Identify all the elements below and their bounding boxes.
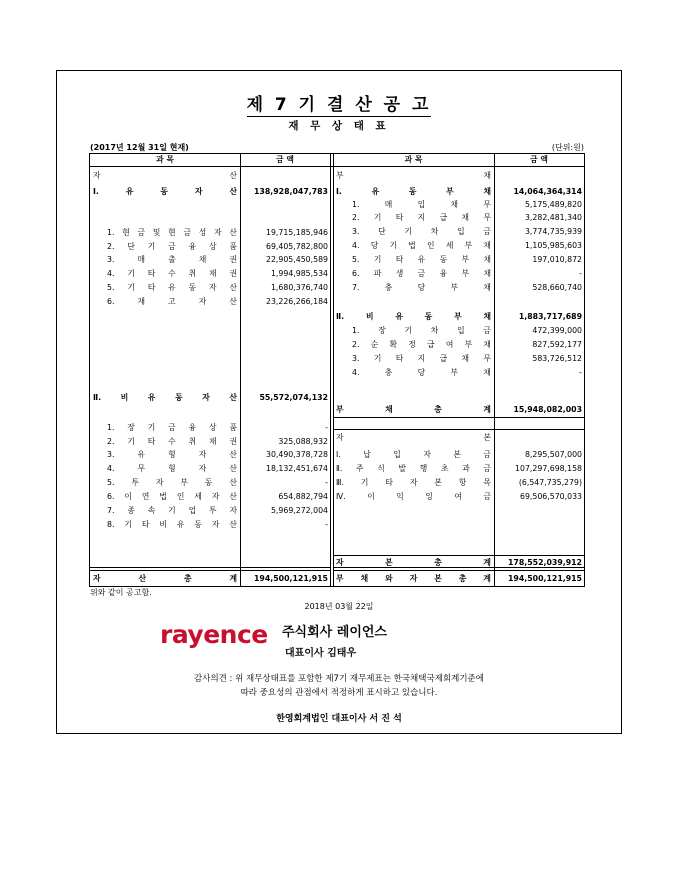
audit-opinion-line1: 감사의견 : 위 재무상태표를 포함한 제7기 재무제표는 한국채택국제회계기준에	[194, 674, 484, 684]
right-row-label: Ⅱ. 주 식 발 행 초 과 금	[336, 464, 491, 473]
right-row-amount	[494, 432, 582, 444]
ceo-name: 대표이사 김태우	[285, 648, 357, 659]
date-note: (2017년 12월 31일 현재)	[90, 143, 189, 152]
announce-date: 2018년 03월 22일	[304, 602, 374, 611]
left-row-label: 2. 기 타 수 취 채 권	[107, 437, 237, 446]
right-row-amount: 69,506,570,033	[519, 492, 582, 501]
divider	[333, 570, 584, 571]
right-row-label: 1. 매 입 채 무	[352, 200, 491, 209]
page-subtitle: 재 무 상 태 표	[288, 120, 390, 132]
left-row-label: 1. 현 금 및 현 금 성 자 산	[107, 228, 237, 237]
header-right-amount: 금 액	[530, 155, 548, 164]
left-row-label	[93, 198, 237, 210]
total-liab-equity-label: 부 채 와 자 본 총 계	[336, 574, 491, 583]
page-title: 제 7 기 결 산 공 고	[246, 95, 432, 115]
right-row-label: 자 본	[336, 433, 491, 442]
right-row-amount: 472,399,000	[532, 326, 582, 335]
left-row-amount: -	[325, 423, 328, 432]
right-row-amount: 8,295,507,000	[524, 450, 582, 459]
right-row-label: 부 채 총 계	[336, 405, 491, 414]
right-row-label: 3. 기 타 지 급 채 무	[352, 354, 491, 363]
right-row-label: 5. 기 타 유 동 부 채	[352, 255, 491, 264]
right-row-label: 2. 기 타 지 급 채 무	[352, 213, 491, 222]
right-row-amount	[494, 170, 582, 182]
left-row-amount: 23,226,266,184	[265, 297, 328, 306]
left-row-amount: 654,882,794	[278, 492, 328, 501]
left-row-label: 2. 단 기 금 융 상 품	[107, 242, 237, 251]
header-left-subject: 과 목	[156, 155, 174, 164]
divider	[330, 154, 331, 586]
left-row-label: 8. 기 타 비 유 동 자 산	[107, 520, 237, 529]
right-row-label: 2. 순 확 정 급 여 부 채	[352, 340, 491, 349]
left-row-amount: 5,969,272,004	[270, 506, 328, 515]
balance-sheet-table	[89, 153, 585, 587]
left-row-label: 3. 유 형 자 산	[107, 450, 237, 459]
header-right-subject: 과 목	[404, 155, 423, 164]
left-row-label: 7. 종 속 기 업 투 자	[107, 506, 237, 515]
right-row-amount: 5,175,489,820	[524, 200, 582, 209]
left-row-label: 5. 기 타 유 동 자 산	[107, 283, 237, 292]
right-row-amount: -	[579, 368, 582, 377]
left-row-label: 3. 매 출 채 권	[107, 255, 237, 264]
right-row-label: 1. 장 기 차 입 금	[352, 326, 491, 335]
left-row-label: 1. 장 기 금 융 상 품	[107, 423, 237, 432]
right-row-label: 부 채	[336, 171, 491, 180]
left-row-label: 6. 이 연 법 인 세 자 산	[107, 492, 237, 501]
left-row-label: Ⅰ. 유 동 자 산	[93, 187, 237, 196]
unit-note: (단위:원)	[551, 143, 584, 152]
right-row-label: Ⅰ. 유 동 부 채	[336, 187, 491, 196]
divider	[90, 567, 330, 568]
left-row-amount	[240, 198, 328, 210]
divider	[333, 429, 584, 430]
left-row-label: 6. 재 고 자 산	[107, 297, 237, 306]
divider	[333, 555, 584, 556]
left-row-amount: 18,132,451,674	[265, 464, 328, 473]
left-row-amount: 30,490,378,728	[265, 450, 328, 459]
right-row-amount: 583,726,512	[532, 354, 582, 363]
right-row-amount: 3,282,481,340	[524, 213, 582, 222]
right-row-label: Ⅳ. 이 익 잉 여 금	[336, 492, 491, 501]
right-row-amount: -	[579, 269, 582, 278]
audit-opinion-line2: 따라 중요성의 관점에서 적정하게 표시하고 있습니다.	[240, 688, 438, 698]
left-row-amount: -	[325, 478, 328, 487]
right-row-amount: 827,592,177	[532, 340, 582, 349]
right-row-label: 4. 충 당 부 채	[352, 368, 491, 377]
left-row-amount	[240, 170, 328, 182]
right-row-amount: 528,660,740	[532, 283, 582, 292]
left-row-amount: 55,572,074,132	[259, 393, 328, 402]
total-liab-equity-amount: 194,500,121,915	[508, 574, 582, 583]
left-row-amount: 325,088,932	[278, 437, 328, 446]
divider	[90, 166, 584, 167]
right-row-amount: 1,883,717,689	[518, 312, 582, 321]
right-row-label: Ⅲ. 기 타 자 본 항 목	[336, 478, 491, 487]
left-row-amount: 69,405,782,800	[265, 242, 328, 251]
left-row-amount: 138,928,047,783	[254, 187, 328, 196]
left-row-amount: 22,905,450,589	[265, 255, 328, 264]
left-row-amount: 19,715,185,946	[265, 228, 328, 237]
left-row-label: 5. 투 자 부 동 산	[107, 478, 237, 487]
right-row-amount: 3,774,735,939	[524, 227, 582, 236]
closing-text: 위와 같이 공고함.	[90, 588, 152, 597]
divider	[333, 417, 584, 418]
right-row-label: Ⅰ. 납 입 자 본 금	[336, 450, 491, 459]
right-row-amount: 1,105,985,603	[524, 241, 582, 250]
right-row-label: 3. 단 기 차 입 금	[352, 227, 491, 236]
total-assets-label: 자 산 총 계	[93, 574, 237, 583]
left-row-label: 자 산	[93, 171, 237, 180]
left-row-amount: 1,680,376,740	[270, 283, 328, 292]
right-row-label: Ⅱ. 비 유 동 부 채	[336, 312, 491, 321]
left-row-amount: -	[325, 520, 328, 529]
divider	[333, 154, 334, 586]
right-row-label: 자 본 총 계	[336, 558, 491, 567]
right-row-label: 6. 파 생 금 융 부 채	[352, 269, 491, 278]
right-row-amount: 15,948,082,003	[513, 405, 582, 414]
header-left-amount: 금 액	[276, 155, 294, 164]
right-row-label: 7. 충 당 부 채	[352, 283, 491, 292]
left-row-amount: 1,994,985,534	[270, 269, 328, 278]
right-row-amount: 14,064,364,314	[513, 187, 582, 196]
left-row-label: 4. 기 타 수 취 채 권	[107, 269, 237, 278]
right-row-label: 4. 당 기 법 인 세 부 채	[352, 241, 491, 250]
auditor-signature: 한영회계법인 대표이사 서 진 석	[276, 714, 402, 724]
right-row-amount: 107,297,698,158	[515, 464, 582, 473]
right-row-amount: 197,010,872	[532, 255, 582, 264]
rayence-logo: rayence	[160, 620, 268, 649]
right-row-amount: (6,547,735,279)	[518, 478, 582, 487]
total-assets-amount: 194,500,121,915	[254, 574, 328, 583]
left-row-label: 4. 무 형 자 산	[107, 464, 237, 473]
divider	[90, 570, 330, 571]
company-name: 주식회사 레이언스	[282, 625, 387, 640]
right-row-amount: 178,552,039,912	[508, 558, 582, 567]
left-row-label: Ⅱ. 비 유 동 자 산	[93, 393, 237, 402]
